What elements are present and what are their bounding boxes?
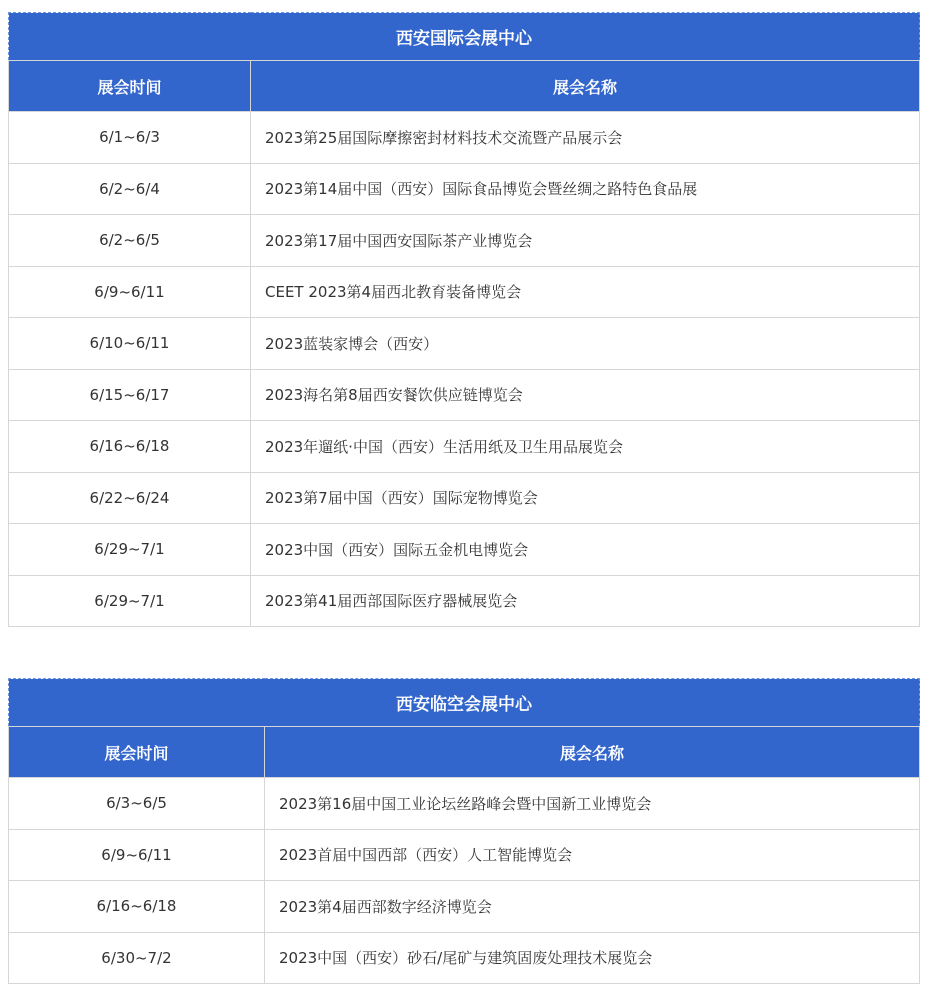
exhibition-date: 6/2~6/5 — [9, 215, 251, 267]
table-row — [9, 881, 920, 933]
exhibition-date: 6/10~6/11 — [9, 318, 251, 370]
column-header-name: 展会名称 — [251, 61, 920, 112]
exhibition-name: 2023第7届中国（西安）国际宠物博览会 — [251, 472, 920, 524]
exhibition-name: 2023第41届西部国际医疗器械展览会 — [251, 575, 920, 627]
exhibition-name: 2023年遛纸·中国（西安）生活用纸及卫生用品展览会 — [251, 421, 920, 473]
exhibition-date: 6/16~6/18 — [9, 421, 251, 473]
column-header-name: 展会名称 — [265, 727, 920, 778]
table-row — [9, 421, 920, 473]
venue-table-xian-international — [8, 12, 920, 627]
table-row — [9, 778, 920, 830]
exhibition-name: 2023首届中国西部（西安）人工智能博览会 — [265, 829, 920, 881]
exhibition-date: 6/22~6/24 — [9, 472, 251, 524]
exhibition-name: 2023第17届中国西安国际茶产业博览会 — [251, 215, 920, 267]
exhibition-name: 2023第16届中国工业论坛丝路峰会暨中国新工业博览会 — [265, 778, 920, 830]
exhibition-date: 6/9~6/11 — [9, 266, 251, 318]
exhibition-name: 2023海名第8届西安餐饮供应链博览会 — [251, 369, 920, 421]
table-title-row — [9, 679, 920, 727]
exhibition-date: 6/16~6/18 — [9, 881, 265, 933]
exhibition-name: 2023中国（西安）国际五金机电博览会 — [251, 524, 920, 576]
exhibition-date: 6/30~7/2 — [9, 932, 265, 984]
exhibition-name: 2023蓝装家博会（西安） — [251, 318, 920, 370]
table-header-row — [9, 727, 920, 778]
table-row — [9, 472, 920, 524]
table-row — [9, 932, 920, 984]
exhibition-name: 2023第25届国际摩擦密封材料技术交流暨产品展示会 — [251, 112, 920, 164]
table-row — [9, 369, 920, 421]
table-header-row — [9, 61, 920, 112]
exhibition-date: 6/1~6/3 — [9, 112, 251, 164]
table-row — [9, 215, 920, 267]
exhibition-date: 6/9~6/11 — [9, 829, 265, 881]
exhibition-date: 6/15~6/17 — [9, 369, 251, 421]
table-row — [9, 524, 920, 576]
column-header-date: 展会时间 — [9, 727, 265, 778]
venue-title: 西安国际会展中心 — [9, 13, 920, 61]
table-row — [9, 163, 920, 215]
table-row — [9, 575, 920, 627]
venue-title: 西安临空会展中心 — [9, 679, 920, 727]
exhibition-date: 6/2~6/4 — [9, 163, 251, 215]
exhibition-name: 2023中国（西安）砂石/尾矿与建筑固废处理技术展览会 — [265, 932, 920, 984]
table-title-row — [9, 13, 920, 61]
venue-table-xian-linkong — [8, 678, 920, 984]
exhibition-date: 6/3~6/5 — [9, 778, 265, 830]
table-row — [9, 829, 920, 881]
exhibition-name: 2023第4届西部数字经济博览会 — [265, 881, 920, 933]
exhibition-name: 2023第14届中国（西安）国际食品博览会暨丝绸之路特色食品展 — [251, 163, 920, 215]
table-row — [9, 266, 920, 318]
exhibition-name: CEET 2023第4届西北教育装备博览会 — [251, 266, 920, 318]
table-row — [9, 318, 920, 370]
exhibition-date: 6/29~7/1 — [9, 575, 251, 627]
table-row — [9, 112, 920, 164]
exhibition-date: 6/29~7/1 — [9, 524, 251, 576]
column-header-date: 展会时间 — [9, 61, 251, 112]
